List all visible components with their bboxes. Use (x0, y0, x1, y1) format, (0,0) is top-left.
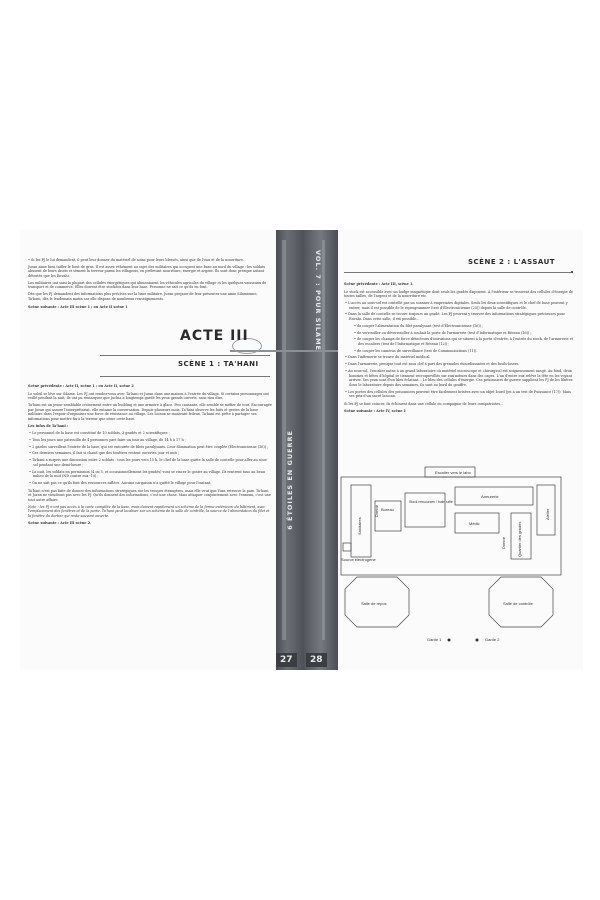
scene2-p9: • Dans l'armurerie, presque tout est sous clef à part des grenades étourdissantes et des fusils-lasers. (345, 362, 520, 367)
left-intro-p4: Dès que les PJ demandent des informations plus précises sur la base militaire, Juran propose de leur présenter une amie Silamienne, Ta'hani, dès le lendemain matin car elle dispose de nombreux renseignements. (28, 292, 258, 301)
scene2-title: SCÈNE 2 : L'ASSAUT (468, 258, 556, 266)
map-label-dortoir-l: Dortoir (374, 504, 379, 517)
page-number-right: 28 (306, 653, 327, 667)
scene2-p10: • Au sous-sol, l'escalier mène à un grand laboratoire où matériel microscope et chirurgical est soigneusement rangé. Au fond, deux hommes et bêtes d'hôpital se tiennent recroquevillés sur eux-mêmes dans des cages. L'un d'entre eux relève la tête en les voyant arriver. Ses yeux sont d'un bleu éclatant… Le bleu des cellules d'énergie. Ces prisonniers de guerre supplient les PJ de les libérer. Sous le laboratoire depuis des semaines, ils sont au bord du gouffre. (345, 369, 574, 387)
left-intro-p1: • Si les PJ le lui demandent, il peut leur donner du matériel de soins pour leurs blessés, ainsi que de l'eau et de la nourriture. (28, 258, 245, 262)
scene1-p1: Le soleil se lève sur Silame. Les PJ ont rendez-vous avec Ta'hani et Juran dans une maison à l'entrée du village. Si certains personnages ont veillé pendant la nuit, ils ont pu remarquer que Juchia a longtemps gardé les yeux grands ouverts, sans rien dire. (28, 391, 269, 401)
map-label-repos: Salle de repos (361, 601, 387, 606)
base-map (335, 465, 565, 655)
left-intro (28, 258, 272, 312)
map-label-stock: Stock ressources / butin raflé (409, 500, 453, 504)
infos-title: Les infos de Ta'hani : (28, 424, 69, 429)
scene2-body (344, 282, 574, 416)
note: Note : les PJ n'ont pas accès à la carte complète de la base, mais doivent rapidement un schéma de la forme extérieure du bâtiment, avec l'emplacement des fenêtres et de la porte. Ta'hani peut localiser sur un schéma de la salle de contrôle, la source de l'alimentation du filet et la fenêtre du dortoir qui reste souvent ouverte. (28, 504, 270, 518)
scene2-p2: • L'accès au sous-sol est contrôlé par un scanner à empreintes digitales. Seuls les deux scientifiques et le chef de base peuvent y entrer, mais il est possible de le reprogrammer (test d'Électronicienne (25)) depuis la salle de contrôle. (345, 300, 568, 310)
scene2-p8: • Dans l'infirmerie se trouve du matériel médical. (345, 355, 431, 360)
scene2-next: Scène suivante : Acte IV, scène 1 (344, 409, 406, 414)
scene2-p7: • de couper les caméras de surveillance (test de Communications (11)). (354, 348, 478, 353)
map-label-garde2: Garde 2 (485, 637, 500, 642)
left-intro-p2: Juran aime bien tailler le bout de gras. Il est assez véhément au sujet des militaires qui occupent une base au nord du village : les soldats abusent de leurs droits et sèment la terreur parmi les villageois, en prélevant nourriture, énergie et argent. Ils sont donc presque autant détestés que les Envahi. (28, 264, 266, 278)
scene2-rule-dot (571, 271, 573, 273)
scene2-p11: • Les portes des cellules des prisonniers peuvent être facilement brisées avec un objet lourd (jet à un test de Puissance (17)). Mais ses prix d'un sacré boucan. (345, 389, 571, 399)
scene1-body (28, 384, 272, 528)
map-label-armurerie: Armurerie (481, 494, 499, 499)
map-label-atelier: Atelier (545, 508, 550, 520)
info-5: • Ta'hani a surpris une discussion entre 2 soldats : tous les jours vers 15 h, le chef de la base quitte la salle de contrôle pour aller au sous-sol pendant une demi-heure ; (29, 458, 268, 467)
map-label-dortoir-r: Dortoir (501, 536, 506, 549)
scene1-rule (100, 376, 270, 377)
spine-stripe-right (322, 240, 325, 640)
scene1-title: SCÈNE 1 : TA'HANI (178, 360, 259, 368)
left-intro-p3: Les militaires ont saisi la plupart des cellules énergétiques qui alimentaient les véhicules agricoles du village et les quelques vaisseaux de transport et de commerce. Elles doivent être stockées dans leur base. Personne ne sait ce qu'ils en font. (28, 280, 267, 290)
next-scene-2: Scène suivante : Acte III scène 2. (28, 521, 92, 526)
map-label-medic: Médic (469, 521, 480, 526)
map-label-sanitaires: Sanitaires (357, 517, 362, 535)
page-number-left: 27 (276, 653, 297, 667)
info-3: • 2 gardes surveillent l'entrée de la base, qui est entourée de filets paralysants. Leur élimination peut être couplée (Électronicienne (16)) ; (29, 444, 269, 449)
scene2-p6: • de couper les champs de force détecteurs d'intrusions qui se situent à la porte d'entrée, à l'entrée du stock, de l'armurerie et des escaliers (test de l'Informatique et Réseau (12)) ; (354, 337, 574, 346)
base-map-svg (335, 465, 565, 655)
scene2-p5: • de verrouiller ou déverrouiller à souhait la porte de l'armurerie (test d'Informatique et Réseau (16)) ; (354, 330, 532, 335)
closing-p1: Ta'hani n'est pas faite de donner des informations stratégiques sur les troupes étrangères, mais elle veut que Yuza retrouve la paix. Ta'hani et Juran ne viendront pas avec les PJ. Qu'ils donnent des informations, c'est une chose. Mais attaquer conjointement avec l'ennemi, c'est une tout autre affaire. (28, 488, 271, 502)
map-label-bureau: Bureau (381, 507, 394, 512)
info-6: • La nuit, les soldats en permission (4 ou 5, et occasionnellement les gradés) vont se rincer le gosier au village. Ils rentrent tous au beau milieu de la nuit (ND contre eux -10) ; (29, 469, 265, 479)
map-label-quartier: Quartier des gradés (517, 521, 522, 557)
info-1: • Le personnel de la base est constitué de 10 soldats, 3 gradés et 2 scientifiques ; (29, 431, 170, 436)
map-label-stairs: Escalier vers le labo (435, 470, 471, 475)
spine-title-right: VOL. 7 : POUR SILAME (314, 250, 322, 351)
scene2-p3: • Dans la salle de contrôle se trouve toujours un gradé. Les PJ peuvent y trouver des informations stratégiques précieuses pour Envahi. Dans cette salle, il est possible... (345, 312, 566, 321)
scene2-rule (344, 272, 572, 273)
acte-rule (100, 355, 270, 356)
scene1-prev: Scène précédente : Acte II, scène 1 ; ou Acte II, scène 2 (28, 384, 134, 388)
map-source-box (343, 543, 351, 551)
map-guard2-icon (476, 639, 479, 642)
map-label-garde1: Garde 1 (427, 637, 442, 642)
map-label-controle: Salle de contrôle (503, 601, 533, 606)
info-7: • On ne sait pas ce qu'ils font des ressources raflées. Aucune cargaison n'a quitté le village pour l'instant. (29, 481, 212, 485)
map-stock-room (405, 493, 445, 527)
acte-title: ACTE III (180, 328, 249, 344)
info-2: • Tous les jours une patrouille de 4 personnes part faire un tour au village, de 14 h à 17 h ; (29, 437, 186, 442)
scene1-p2: Ta'hani est un jeune semblable croisement entre un building et une armoire à glace. Peu causante, elle semble se méfier de tout. Encouragée par Juran qui assure l'interprétariat, elle entame la conversation. Depuis plusieurs mois, Ta'hani observe les faits et gestes de la base militaire dans l'espoir d'organiser une force de résistance au village. Les locaux se montrant frileux, Ta'hani est prête à partager ses informations pour mettre fin à la terreur que sème cette base. (28, 402, 272, 421)
map-label-source: Source électrogène (341, 557, 376, 562)
spine-title-left: 6 ÉTOILES EN GUERRE (286, 430, 294, 530)
next-scene-1: Scène suivante : Acte III scène 1 ; ou Acte II scène 1 (28, 305, 128, 310)
scene2-prev: Scène précédente : Acte III, scène 1. (344, 282, 414, 286)
scene2-p4: • de couper l'alimentation du filet paralysant (test d'Électronicienne (16)) ; (354, 323, 484, 328)
info-4: • Ces derniers semaines, il fait si chaud que des fenêtres restent ouvertes jour et nuit ; (29, 451, 180, 456)
scene2-p1: Le stock est accessible avec un badge magnétique dont seuls les gradés disposent. À l'intérieur se trouvent des cellules d'énergie de toutes tailles, de l'argent et de la nourriture etc. (344, 289, 573, 299)
map-guard1-icon (448, 639, 451, 642)
scene2-p12: Si les PJ se font coincer, ils échouent dans une cellule en compagnie de leurs compatriotes... (344, 401, 504, 406)
